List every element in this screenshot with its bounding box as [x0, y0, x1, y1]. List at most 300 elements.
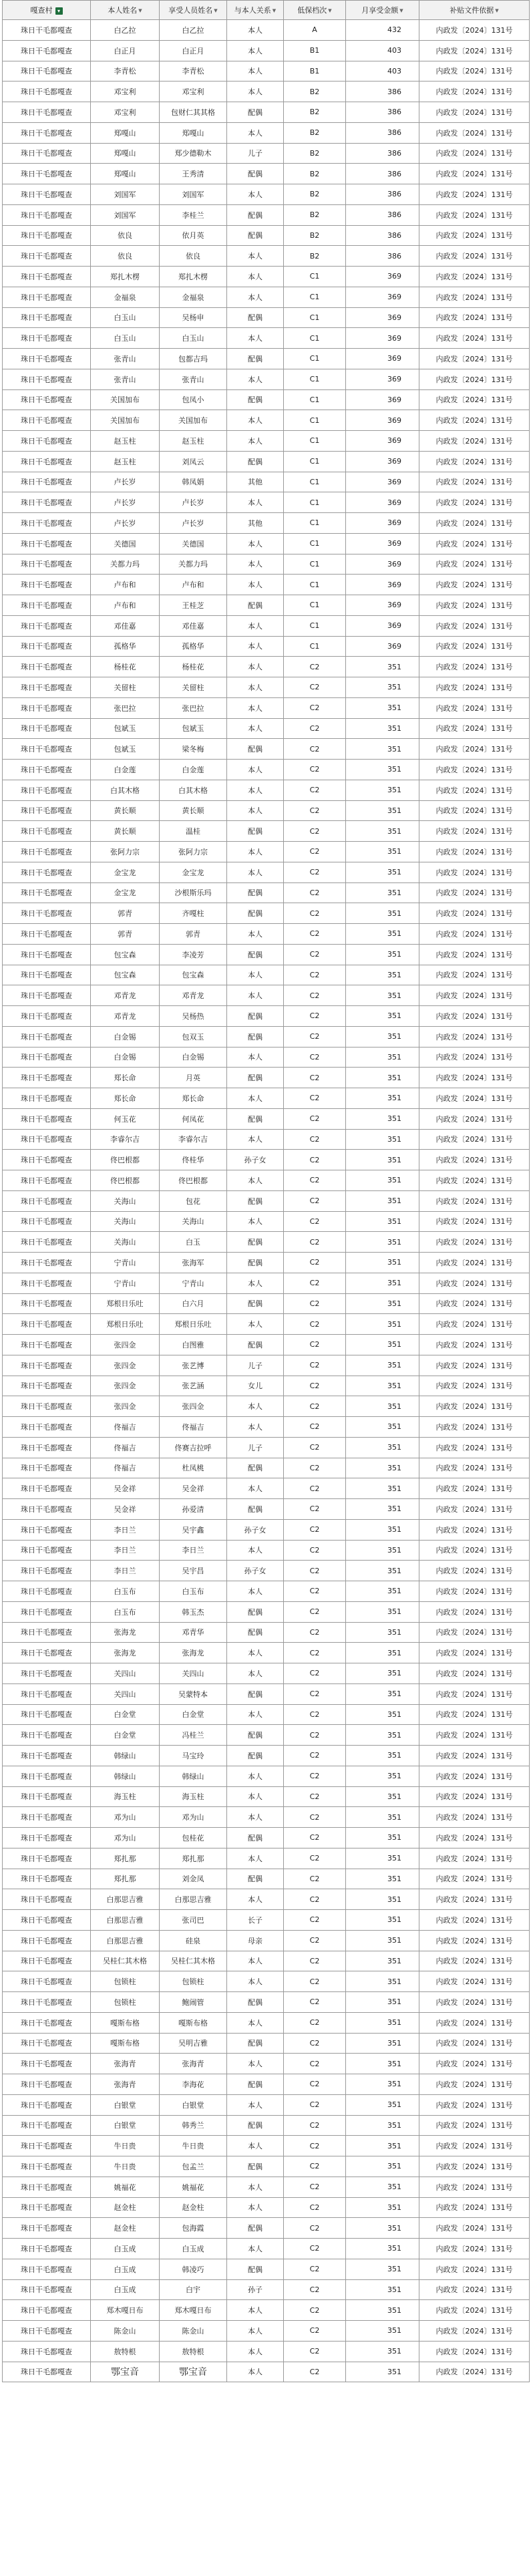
cell-beneficiary[interactable]: 郑嘎山	[160, 122, 227, 143]
table-row[interactable]	[3, 472, 530, 492]
cell-amount[interactable]: 403	[346, 40, 419, 61]
cell-beneficiary[interactable]: 关国加布	[160, 410, 227, 431]
cell-village[interactable]: 珠日干毛都嘎查	[3, 472, 91, 492]
table-row[interactable]	[3, 1869, 530, 1889]
cell-amount[interactable]: 351	[346, 718, 419, 739]
cell-relation[interactable]: 配偶	[227, 349, 284, 369]
cell-name[interactable]: 李日兰	[91, 1561, 160, 1581]
table-row[interactable]	[3, 1807, 530, 1828]
cell-basis[interactable]: 内政发〔2024〕131号	[419, 2054, 530, 2074]
cell-village[interactable]: 珠日干毛都嘎查	[3, 369, 91, 389]
table-row[interactable]	[3, 2362, 530, 2382]
table-row[interactable]	[3, 985, 530, 1006]
cell-name[interactable]: 邓青龙	[91, 1006, 160, 1027]
cell-amount[interactable]: 351	[346, 1561, 419, 1581]
cell-relation[interactable]: 本人	[227, 1951, 284, 1971]
cell-level[interactable]: C2	[284, 1683, 346, 1704]
cell-village[interactable]: 珠日干毛都嘎查	[3, 697, 91, 718]
cell-amount[interactable]: 351	[346, 739, 419, 760]
cell-beneficiary[interactable]: 王秀清	[160, 164, 227, 184]
cell-beneficiary[interactable]: 张司巴	[160, 1910, 227, 1931]
header-level[interactable]: 低保档次 ▼	[284, 1, 346, 20]
cell-beneficiary[interactable]: 包凤小	[160, 389, 227, 410]
cell-level[interactable]: C1	[284, 575, 346, 595]
table-row[interactable]	[3, 1458, 530, 1478]
cell-relation[interactable]: 本人	[227, 61, 284, 82]
cell-level[interactable]: C2	[284, 1807, 346, 1828]
cell-village[interactable]: 珠日干毛都嘎查	[3, 1026, 91, 1047]
cell-beneficiary[interactable]: 敖特根	[160, 2341, 227, 2362]
cell-name[interactable]: 宁青山	[91, 1253, 160, 1273]
cell-amount[interactable]: 351	[346, 2054, 419, 2074]
cell-beneficiary[interactable]: 鄂宝音	[160, 2362, 227, 2382]
cell-beneficiary[interactable]: 杨桂花	[160, 657, 227, 677]
cell-basis[interactable]: 内政发〔2024〕131号	[419, 2177, 530, 2197]
cell-beneficiary[interactable]: 金福泉	[160, 287, 227, 307]
cell-village[interactable]: 珠日干毛都嘎查	[3, 492, 91, 513]
table-row[interactable]	[3, 1006, 530, 1027]
header-village[interactable]: 嘎查村 ▾	[3, 1, 91, 20]
cell-basis[interactable]: 内政发〔2024〕131号	[419, 677, 530, 698]
cell-amount[interactable]: 351	[346, 1848, 419, 1869]
cell-relation[interactable]: 本人	[227, 2341, 284, 2362]
cell-name[interactable]: 卢长岁	[91, 492, 160, 513]
table-row[interactable]	[3, 1951, 530, 1971]
cell-level[interactable]: C2	[284, 2279, 346, 2300]
cell-amount[interactable]: 351	[346, 1992, 419, 2013]
cell-basis[interactable]: 内政发〔2024〕131号	[419, 61, 530, 82]
cell-basis[interactable]: 内政发〔2024〕131号	[419, 20, 530, 41]
table-row[interactable]	[3, 1108, 530, 1129]
cell-beneficiary[interactable]: 杜凤桃	[160, 1458, 227, 1478]
cell-village[interactable]: 珠日干毛都嘎查	[3, 1355, 91, 1376]
cell-name[interactable]: 李青松	[91, 61, 160, 82]
cell-beneficiary[interactable]: 李凌芳	[160, 944, 227, 965]
cell-village[interactable]: 珠日干毛都嘎查	[3, 1951, 91, 1971]
cell-amount[interactable]: 351	[346, 2259, 419, 2279]
table-row[interactable]	[3, 1026, 530, 1047]
cell-name[interactable]: 邓佳嘉	[91, 615, 160, 636]
cell-village[interactable]: 珠日干毛都嘎查	[3, 1417, 91, 1438]
cell-name[interactable]: 郑扎木楞	[91, 267, 160, 287]
cell-relation[interactable]: 本人	[227, 924, 284, 945]
table-row[interactable]	[3, 2156, 530, 2177]
cell-basis[interactable]: 内政发〔2024〕131号	[419, 2156, 530, 2177]
cell-level[interactable]: C2	[284, 1129, 346, 1150]
cell-village[interactable]: 珠日干毛都嘎查	[3, 1663, 91, 1684]
cell-basis[interactable]: 内政发〔2024〕131号	[419, 718, 530, 739]
cell-amount[interactable]: 351	[346, 2239, 419, 2259]
cell-basis[interactable]: 内政发〔2024〕131号	[419, 1663, 530, 1684]
cell-amount[interactable]: 351	[346, 2156, 419, 2177]
cell-level[interactable]: C2	[284, 1396, 346, 1417]
cell-name[interactable]: 鄂宝音	[91, 2362, 160, 2382]
table-row[interactable]	[3, 2341, 530, 2362]
cell-name[interactable]: 韩绿山	[91, 1766, 160, 1786]
cell-village[interactable]: 珠日干毛都嘎查	[3, 513, 91, 534]
cell-relation[interactable]: 本人	[227, 1088, 284, 1109]
table-row[interactable]	[3, 369, 530, 389]
cell-beneficiary[interactable]: 卢布和	[160, 575, 227, 595]
cell-level[interactable]: C2	[284, 1930, 346, 1951]
cell-amount[interactable]: 369	[346, 472, 419, 492]
cell-relation[interactable]: 配偶	[227, 1683, 284, 1704]
cell-name[interactable]: 白玉成	[91, 2259, 160, 2279]
cell-level[interactable]: C2	[284, 697, 346, 718]
header-basis[interactable]: 补贴文件依据 ▼	[419, 1, 530, 20]
table-row[interactable]	[3, 2033, 530, 2054]
table-row[interactable]	[3, 1253, 530, 1273]
cell-name[interactable]: 关四山	[91, 1683, 160, 1704]
table-row[interactable]	[3, 225, 530, 246]
cell-village[interactable]: 珠日干毛都嘎查	[3, 1190, 91, 1211]
cell-amount[interactable]: 351	[346, 1396, 419, 1417]
cell-amount[interactable]: 351	[346, 1971, 419, 1992]
cell-name[interactable]: 海玉柱	[91, 1786, 160, 1807]
cell-amount[interactable]: 351	[346, 800, 419, 821]
cell-village[interactable]: 珠日干毛都嘎查	[3, 2054, 91, 2074]
cell-relation[interactable]: 配偶	[227, 2218, 284, 2239]
dropdown-arrow-icon[interactable]: ▼	[138, 8, 142, 13]
cell-beneficiary[interactable]: 韩玉杰	[160, 1601, 227, 1622]
cell-village[interactable]: 珠日干毛都嘎查	[3, 739, 91, 760]
cell-amount[interactable]: 351	[346, 862, 419, 882]
table-row[interactable]	[3, 1273, 530, 1293]
cell-relation[interactable]: 本人	[227, 2362, 284, 2382]
cell-level[interactable]: C2	[284, 842, 346, 862]
cell-relation[interactable]: 本人	[227, 1540, 284, 1561]
cell-relation[interactable]: 本人	[227, 246, 284, 267]
cell-basis[interactable]: 内政发〔2024〕131号	[419, 2012, 530, 2033]
cell-level[interactable]: C2	[284, 1273, 346, 1293]
cell-level[interactable]: C1	[284, 328, 346, 349]
cell-level[interactable]: C2	[284, 2115, 346, 2136]
cell-basis[interactable]: 内政发〔2024〕131号	[419, 122, 530, 143]
cell-basis[interactable]: 内政发〔2024〕131号	[419, 82, 530, 102]
cell-relation[interactable]: 本人	[227, 1766, 284, 1786]
cell-level[interactable]: B2	[284, 82, 346, 102]
cell-beneficiary[interactable]: 白银堂	[160, 2094, 227, 2115]
table-row[interactable]	[3, 739, 530, 760]
cell-village[interactable]: 珠日干毛都嘎查	[3, 1889, 91, 1910]
table-row[interactable]	[3, 965, 530, 985]
cell-basis[interactable]: 内政发〔2024〕131号	[419, 842, 530, 862]
cell-relation[interactable]: 本人	[227, 677, 284, 698]
cell-amount[interactable]: 351	[346, 1458, 419, 1478]
cell-name[interactable]: 佟福吉	[91, 1417, 160, 1438]
cell-name[interactable]: 邓宝利	[91, 102, 160, 123]
cell-relation[interactable]: 本人	[227, 760, 284, 780]
cell-beneficiary[interactable]: 卢长岁	[160, 492, 227, 513]
cell-name[interactable]: 郑长命	[91, 1088, 160, 1109]
cell-amount[interactable]: 386	[346, 246, 419, 267]
table-row[interactable]	[3, 1786, 530, 1807]
cell-amount[interactable]: 369	[346, 307, 419, 328]
cell-amount[interactable]: 403	[346, 61, 419, 82]
cell-level[interactable]: C1	[284, 636, 346, 657]
cell-beneficiary[interactable]: 关都力玛	[160, 554, 227, 575]
filter-icon[interactable]: ▾	[55, 7, 63, 15]
cell-village[interactable]: 珠日干毛都嘎查	[3, 2321, 91, 2342]
cell-basis[interactable]: 内政发〔2024〕131号	[419, 1232, 530, 1253]
table-row[interactable]	[3, 1519, 530, 1540]
cell-relation[interactable]: 本人	[227, 184, 284, 205]
table-row[interactable]	[3, 1766, 530, 1786]
cell-amount[interactable]: 351	[346, 2177, 419, 2197]
table-row[interactable]	[3, 944, 530, 965]
table-row[interactable]	[3, 821, 530, 842]
cell-relation[interactable]: 本人	[227, 965, 284, 985]
table-row[interactable]	[3, 1478, 530, 1499]
cell-beneficiary[interactable]: 白其木格	[160, 780, 227, 800]
table-row[interactable]	[3, 2094, 530, 2115]
cell-basis[interactable]: 内政发〔2024〕131号	[419, 410, 530, 431]
cell-amount[interactable]: 351	[346, 1951, 419, 1971]
cell-village[interactable]: 珠日干毛都嘎查	[3, 1848, 91, 1869]
cell-level[interactable]: C2	[284, 1150, 346, 1170]
cell-level[interactable]: B2	[284, 164, 346, 184]
table-row[interactable]	[3, 492, 530, 513]
cell-relation[interactable]: 其他	[227, 472, 284, 492]
table-row[interactable]	[3, 924, 530, 945]
cell-amount[interactable]: 351	[346, 903, 419, 924]
cell-village[interactable]: 珠日干毛都嘎查	[3, 102, 91, 123]
cell-name[interactable]: 包宝森	[91, 965, 160, 985]
cell-beneficiary[interactable]: 金宝龙	[160, 862, 227, 882]
cell-village[interactable]: 珠日干毛都嘎查	[3, 924, 91, 945]
cell-level[interactable]: C1	[284, 307, 346, 328]
cell-relation[interactable]: 配偶	[227, 164, 284, 184]
cell-amount[interactable]: 369	[346, 513, 419, 534]
cell-name[interactable]: 李日兰	[91, 1519, 160, 1540]
cell-name[interactable]: 白其木格	[91, 780, 160, 800]
cell-beneficiary[interactable]: 包宝森	[160, 965, 227, 985]
cell-relation[interactable]: 配偶	[227, 1335, 284, 1355]
cell-basis[interactable]: 内政发〔2024〕131号	[419, 267, 530, 287]
table-row[interactable]	[3, 61, 530, 82]
cell-beneficiary[interactable]: 李日兰	[160, 1540, 227, 1561]
cell-basis[interactable]: 内政发〔2024〕131号	[419, 492, 530, 513]
table-row[interactable]	[3, 1232, 530, 1253]
cell-basis[interactable]: 内政发〔2024〕131号	[419, 349, 530, 369]
table-row[interactable]	[3, 1190, 530, 1211]
cell-relation[interactable]: 配偶	[227, 1992, 284, 2013]
cell-village[interactable]: 珠日干毛都嘎查	[3, 1683, 91, 1704]
table-row[interactable]	[3, 1150, 530, 1170]
cell-amount[interactable]: 351	[346, 2362, 419, 2382]
cell-amount[interactable]: 351	[346, 2321, 419, 2342]
table-row[interactable]	[3, 533, 530, 554]
cell-name[interactable]: 牛日贵	[91, 2136, 160, 2156]
cell-amount[interactable]: 351	[346, 1519, 419, 1540]
cell-amount[interactable]: 351	[346, 2074, 419, 2095]
cell-amount[interactable]: 351	[346, 1725, 419, 1746]
header-name[interactable]: 本人姓名 ▼	[91, 1, 160, 20]
cell-beneficiary[interactable]: 邓青华	[160, 1622, 227, 1643]
cell-level[interactable]: C2	[284, 1848, 346, 1869]
table-row[interactable]	[3, 2197, 530, 2218]
cell-amount[interactable]: 351	[346, 1622, 419, 1643]
cell-basis[interactable]: 内政发〔2024〕131号	[419, 1293, 530, 1314]
cell-level[interactable]: B1	[284, 40, 346, 61]
cell-relation[interactable]: 本人	[227, 657, 284, 677]
cell-name[interactable]: 邓宝利	[91, 82, 160, 102]
cell-basis[interactable]: 内政发〔2024〕131号	[419, 1314, 530, 1335]
cell-amount[interactable]: 386	[346, 82, 419, 102]
cell-name[interactable]: 包斌玉	[91, 739, 160, 760]
cell-relation[interactable]: 本人	[227, 1643, 284, 1663]
cell-name[interactable]: 包斌玉	[91, 718, 160, 739]
table-row[interactable]	[3, 2054, 530, 2074]
cell-village[interactable]: 珠日干毛都嘎查	[3, 410, 91, 431]
cell-relation[interactable]: 本人	[227, 1417, 284, 1438]
cell-village[interactable]: 珠日干毛都嘎查	[3, 2300, 91, 2321]
cell-basis[interactable]: 内政发〔2024〕131号	[419, 40, 530, 61]
cell-relation[interactable]: 本人	[227, 2197, 284, 2218]
cell-beneficiary[interactable]: 硅泉	[160, 1930, 227, 1951]
cell-name[interactable]: 郭青	[91, 903, 160, 924]
cell-relation[interactable]: 本人	[227, 985, 284, 1006]
cell-village[interactable]: 珠日干毛都嘎查	[3, 1601, 91, 1622]
cell-amount[interactable]: 351	[346, 1704, 419, 1725]
cell-name[interactable]: 佟福吉	[91, 1437, 160, 1458]
cell-amount[interactable]: 351	[346, 1746, 419, 1766]
cell-village[interactable]: 珠日干毛都嘎查	[3, 2094, 91, 2115]
cell-level[interactable]: C2	[284, 1170, 346, 1191]
cell-amount[interactable]: 351	[346, 1088, 419, 1109]
cell-beneficiary[interactable]: 韩秀兰	[160, 2115, 227, 2136]
cell-relation[interactable]: 儿子	[227, 143, 284, 164]
cell-beneficiary[interactable]: 白金堂	[160, 1704, 227, 1725]
cell-beneficiary[interactable]: 吴宇鑫	[160, 1519, 227, 1540]
cell-relation[interactable]: 本人	[227, 2321, 284, 2342]
cell-name[interactable]: 郑嘎山	[91, 164, 160, 184]
cell-village[interactable]: 珠日干毛都嘎查	[3, 1499, 91, 1520]
cell-name[interactable]: 张阿力宗	[91, 842, 160, 862]
cell-level[interactable]: B2	[284, 204, 346, 225]
table-row[interactable]	[3, 184, 530, 205]
cell-relation[interactable]: 配偶	[227, 225, 284, 246]
cell-relation[interactable]: 本人	[227, 575, 284, 595]
cell-name[interactable]: 吴金祥	[91, 1478, 160, 1499]
cell-level[interactable]: C2	[284, 1499, 346, 1520]
cell-beneficiary[interactable]: 沙根斯乐玛	[160, 882, 227, 903]
cell-basis[interactable]: 内政发〔2024〕131号	[419, 1869, 530, 1889]
table-row[interactable]	[3, 102, 530, 123]
cell-name[interactable]: 关海山	[91, 1232, 160, 1253]
cell-name[interactable]: 金宝龙	[91, 862, 160, 882]
cell-level[interactable]: C2	[284, 1561, 346, 1581]
cell-village[interactable]: 珠日干毛都嘎查	[3, 1561, 91, 1581]
cell-relation[interactable]: 配偶	[227, 1458, 284, 1478]
cell-basis[interactable]: 内政发〔2024〕131号	[419, 246, 530, 267]
cell-basis[interactable]: 内政发〔2024〕131号	[419, 1417, 530, 1438]
cell-village[interactable]: 珠日干毛都嘎查	[3, 389, 91, 410]
cell-name[interactable]: 邓青龙	[91, 985, 160, 1006]
cell-village[interactable]: 珠日干毛都嘎查	[3, 246, 91, 267]
cell-name[interactable]: 白正月	[91, 40, 160, 61]
cell-basis[interactable]: 内政发〔2024〕131号	[419, 307, 530, 328]
table-row[interactable]	[3, 862, 530, 882]
cell-beneficiary[interactable]: 包都吉玛	[160, 349, 227, 369]
cell-village[interactable]: 珠日干毛都嘎查	[3, 821, 91, 842]
cell-village[interactable]: 珠日干毛都嘎查	[3, 287, 91, 307]
cell-amount[interactable]: 369	[346, 533, 419, 554]
table-row[interactable]	[3, 1828, 530, 1848]
cell-relation[interactable]: 本人	[227, 1129, 284, 1150]
cell-basis[interactable]: 内政发〔2024〕131号	[419, 1643, 530, 1663]
cell-village[interactable]: 珠日干毛都嘎查	[3, 204, 91, 225]
cell-name[interactable]: 嘎斯布格	[91, 2033, 160, 2054]
cell-amount[interactable]: 351	[346, 780, 419, 800]
cell-amount[interactable]: 351	[346, 1683, 419, 1704]
cell-name[interactable]: 白玉布	[91, 1601, 160, 1622]
cell-beneficiary[interactable]: 吴杨申	[160, 307, 227, 328]
cell-name[interactable]: 张海龙	[91, 1643, 160, 1663]
cell-level[interactable]: C2	[284, 2321, 346, 2342]
cell-relation[interactable]: 配偶	[227, 944, 284, 965]
table-row[interactable]	[3, 164, 530, 184]
cell-level[interactable]: C1	[284, 389, 346, 410]
cell-basis[interactable]: 内政发〔2024〕131号	[419, 2279, 530, 2300]
cell-beneficiary[interactable]: 吴宇昌	[160, 1561, 227, 1581]
table-row[interactable]	[3, 328, 530, 349]
cell-basis[interactable]: 内政发〔2024〕131号	[419, 1992, 530, 2013]
cell-amount[interactable]: 369	[346, 595, 419, 616]
cell-name[interactable]: 白那思吉雅	[91, 1910, 160, 1931]
cell-relation[interactable]: 配偶	[227, 2259, 284, 2279]
cell-amount[interactable]: 351	[346, 1581, 419, 1602]
cell-level[interactable]: C2	[284, 1663, 346, 1684]
cell-amount[interactable]: 351	[346, 1499, 419, 1520]
cell-village[interactable]: 珠日干毛都嘎查	[3, 1828, 91, 1848]
cell-beneficiary[interactable]: 包花	[160, 1190, 227, 1211]
cell-amount[interactable]: 369	[346, 431, 419, 452]
cell-basis[interactable]: 内政发〔2024〕131号	[419, 1499, 530, 1520]
cell-beneficiary[interactable]: 李桂兰	[160, 204, 227, 225]
cell-basis[interactable]: 内政发〔2024〕131号	[419, 1581, 530, 1602]
cell-beneficiary[interactable]: 张艺博	[160, 1355, 227, 1376]
cell-basis[interactable]: 内政发〔2024〕131号	[419, 2218, 530, 2239]
table-row[interactable]	[3, 1335, 530, 1355]
cell-level[interactable]: C2	[284, 2156, 346, 2177]
cell-level[interactable]: C1	[284, 492, 346, 513]
cell-basis[interactable]: 内政发〔2024〕131号	[419, 903, 530, 924]
cell-village[interactable]: 珠日干毛都嘎查	[3, 307, 91, 328]
cell-level[interactable]: C2	[284, 2300, 346, 2321]
cell-beneficiary[interactable]: 齐嘎柱	[160, 903, 227, 924]
cell-amount[interactable]: 351	[346, 760, 419, 780]
table-row[interactable]	[3, 1211, 530, 1232]
table-row[interactable]	[3, 40, 530, 61]
cell-relation[interactable]: 配偶	[227, 102, 284, 123]
cell-amount[interactable]: 351	[346, 2300, 419, 2321]
cell-level[interactable]: C2	[284, 1047, 346, 1068]
cell-beneficiary[interactable]: 依良	[160, 246, 227, 267]
cell-amount[interactable]: 369	[346, 410, 419, 431]
cell-relation[interactable]: 配偶	[227, 1746, 284, 1766]
cell-level[interactable]: C2	[284, 1108, 346, 1129]
cell-name[interactable]: 白金堂	[91, 1725, 160, 1746]
cell-basis[interactable]: 内政发〔2024〕131号	[419, 472, 530, 492]
cell-level[interactable]: C2	[284, 2197, 346, 2218]
cell-beneficiary[interactable]: 韩凤娟	[160, 472, 227, 492]
cell-village[interactable]: 珠日干毛都嘎查	[3, 1211, 91, 1232]
cell-village[interactable]: 珠日干毛都嘎查	[3, 2341, 91, 2362]
cell-village[interactable]: 珠日干毛都嘎查	[3, 2012, 91, 2033]
cell-basis[interactable]: 内政发〔2024〕131号	[419, 1458, 530, 1478]
cell-relation[interactable]: 本人	[227, 1704, 284, 1725]
